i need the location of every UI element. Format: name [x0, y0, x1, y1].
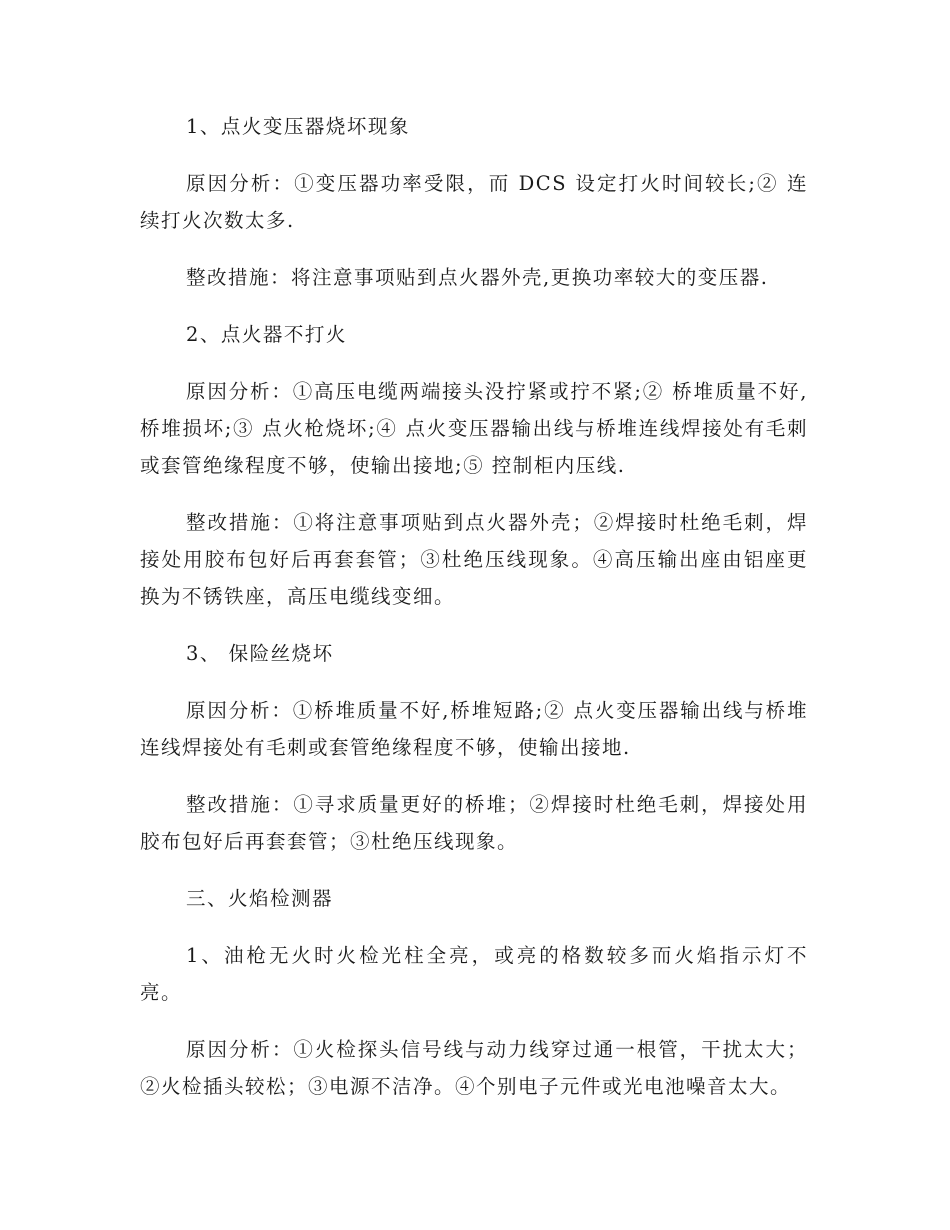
corrective-measures-paragraph: 整改措施：①将注意事项贴到点火器外壳；②焊接时杜绝毛刺，焊接处用胶布包好后再套套管；③杜绝压线现象。④高压输出座由铝座更换为不锈铁座，高压电缆线变细。: [140, 511, 808, 608]
corrective-measures-paragraph: 整改措施：将注意事项贴到点火器外壳,更换功率较大的变压器.: [186, 266, 769, 289]
section-heading-ignition-transformer: 1、点火变压器烧坏现象: [186, 115, 410, 138]
cause-analysis-paragraph: 原因分析：①桥堆质量不好,桥堆短路;② 点火变压器输出线与桥堆连线焊接处有毛刺或套管绝缘程度不够，使输出接地.: [140, 699, 808, 759]
section-heading-igniter-no-spark: 2、点火器不打火: [186, 323, 347, 346]
cause-analysis-paragraph: 原因分析：①火检探头信号线与动力线穿过通一根管，干扰太大；②火检插头较松；③电源不洁净。④个别电子元件或光电池噪音太大。: [140, 1038, 808, 1098]
cause-analysis-paragraph: 原因分析：①变压器功率受限，而 DCS 设定打火时间较长;② 连续打火次数太多.: [140, 172, 808, 232]
chapter-heading-flame-detector: 三、火焰检测器: [186, 887, 334, 910]
cause-analysis-paragraph: 原因分析：①高压电缆两端接头没拧紧或拧不紧;② 桥堆质量不好,桥堆损坏;③ 点火枪烧坏;④ 点火变压器输出线与桥堆连线焊接处有毛刺或套管绝缘程度不够，使输出接地;⑤ 控制柜内压线.: [140, 380, 808, 477]
section-heading-fuse-burnout: 3、 保险丝烧坏: [186, 642, 334, 665]
document-body: [140, 108, 808, 1125]
corrective-measures-paragraph: 整改措施：①寻求质量更好的桥堆；②焊接时杜绝毛刺，焊接处用胶布包好后再套套管；③杜绝压线现象。: [140, 793, 808, 853]
fault-description-paragraph: 1、油枪无火时火检光柱全亮，或亮的格数较多而火焰指示灯不亮。: [140, 944, 808, 1004]
